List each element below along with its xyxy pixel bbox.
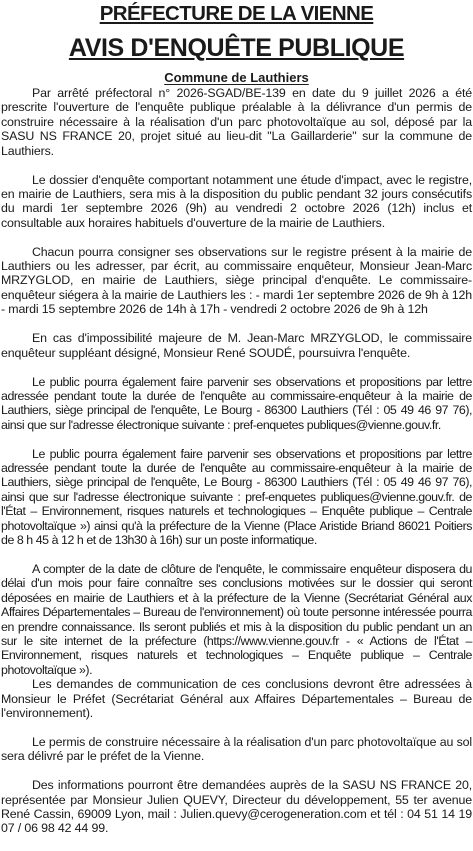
paragraph-suppleant: En cas d'impossibilité majeure de M. Jean-Marc MRZYGLOD, le commissaire enquêteur suppléant désigné, Monsieur René SOUDÉ, poursuivra l'enquête. xyxy=(1,331,472,360)
commune-subtitle: Commune de Lauthiers xyxy=(164,70,309,85)
prefecture-heading: PRÉFECTURE DE LA VIENNE xyxy=(99,2,374,25)
paragraph-observations: Chacun pourra consigner ses observations sur le registre présent à la mairie de Lauthiers ou les adresser, par écrit, au commissaire enquêteur, Monsieur Jean-Marc MRZYGLOD, en mairie de Lauthiers, siège principal d'enquête. Le commissaire-enquêteur siégera à la mairie de Lauthiers les : - mardi 1er septembre 2026 de 9h à 12h - mardi 15 septembre 2026 de 14h à 17h - vendredi 2 octobre 2026 de 9h à 12h xyxy=(1,244,472,317)
paragraph-informations: Des informations pourront être demandées auprès de la SASU NS FRANCE 20, représentée par Monsieur Julien QUEVY, Directeur du développement, 55 ter avenue René Cassin, 69009 Lyon, mail : Julien.quevy@cerogeneration.com et tél : 04 51 14 19 07 / 06 98 42 44 99. xyxy=(1,778,472,836)
paragraph-permis: Le permis de construire nécessaire à la réalisation d'un parc photovoltaïque au sol sera délivré par le préfet de la Vienne. xyxy=(1,734,472,764)
paragraph-conclusions: A compter de la date de clôture de l'enquête, le commissaire enquêteur disposera du délai d'un mois pour faire connaître ses conclusions motivées sur le dossier qui seront déposées en mairie de Lauthiers et à la préfecture de la Vienne (Secrétariat Général aux Affaires Départementales – Bureau de l'environnement) où toute personne intéressée pourra en prendre connaissance. Ils seront publiés et mis à la disposition du public pendant un an sur le site internet de la préfecture (https://www.vienne.gouv.fr - « Actions de l'État – Environnement, risques naturels et technologiques – Enquête publique – Centrale photovoltaïque »). xyxy=(1,561,472,677)
paragraph-courrier-poste: Le public pourra également faire parvenir ses observations et propositions par lettre adressée pendant toute la durée de l'enquête au commissaire-enquêteur à la mairie de Lauthiers, siège principal de l'enquête, Le Bourg - 86300 Lauthiers (Tél : 05 49 46 97 76), ainsi que sur l'adresse électronique suivante : pref-enquetes publiques@vienne.gouv.fr. de l'État – Environnement, risques naturels et technologiques – Enquête publique – Centrale photovoltaïque ») ainsi qu'à la préfecture de la Vienne (Place Aristide Briand 86021 Poitiers de 8 h 45 à 12 h et de 13h30 à 16h) sur un poste informatique. xyxy=(1,446,472,548)
paragraph-dossier: Le dossier d'enquête comportant notamment une étude d'impact, avec le registre, en mairie de Lauthiers, sera mis à la disposition du public pendant 32 jours consécutifs du mardi 1er septembre 2026 (9h) au vendredi 2 octobre 2026 (12h) inclus et consultable aux horaires habituels d'ouverture de la mairie de Lauthiers. xyxy=(1,172,472,230)
paragraph-arrete: Par arrêté préfectoral n° 2026-SGAD/BE-139 en date du 9 juillet 2026 a été prescrite l'ouverture de l'enquête publique préalable à la délivrance d'un permis de construire nécessaire à la réalisation d'un parc photovoltaïque au sol, déposé par la SASU NS FRANCE 20, projet situé au lieu-dit "La Gaillarderie" sur la commune de Lauthiers. xyxy=(1,86,472,158)
notice-title: AVIS D'ENQUÊTE PUBLIQUE xyxy=(68,34,405,62)
paragraph-communication: Les demandes de communication de ces conclusions devront être adressées à Monsieur le Préfet (Secrétariat Général aux Affaires Départementales – Bureau de l'environnement). xyxy=(1,677,472,721)
paragraph-courrier: Le public pourra également faire parvenir ses observations et propositions par lettre adressée pendant toute la durée de l'enquête au commissaire-enquêteur à la mairie de Lauthiers, siège principal de l'enquête, Le Bourg - 86300 Lauthiers (Tél : 05 49 46 97 76), ainsi que sur l'adresse électronique suivante : pref-enquetes publiques@vienne.gouv.fr. xyxy=(1,374,472,432)
